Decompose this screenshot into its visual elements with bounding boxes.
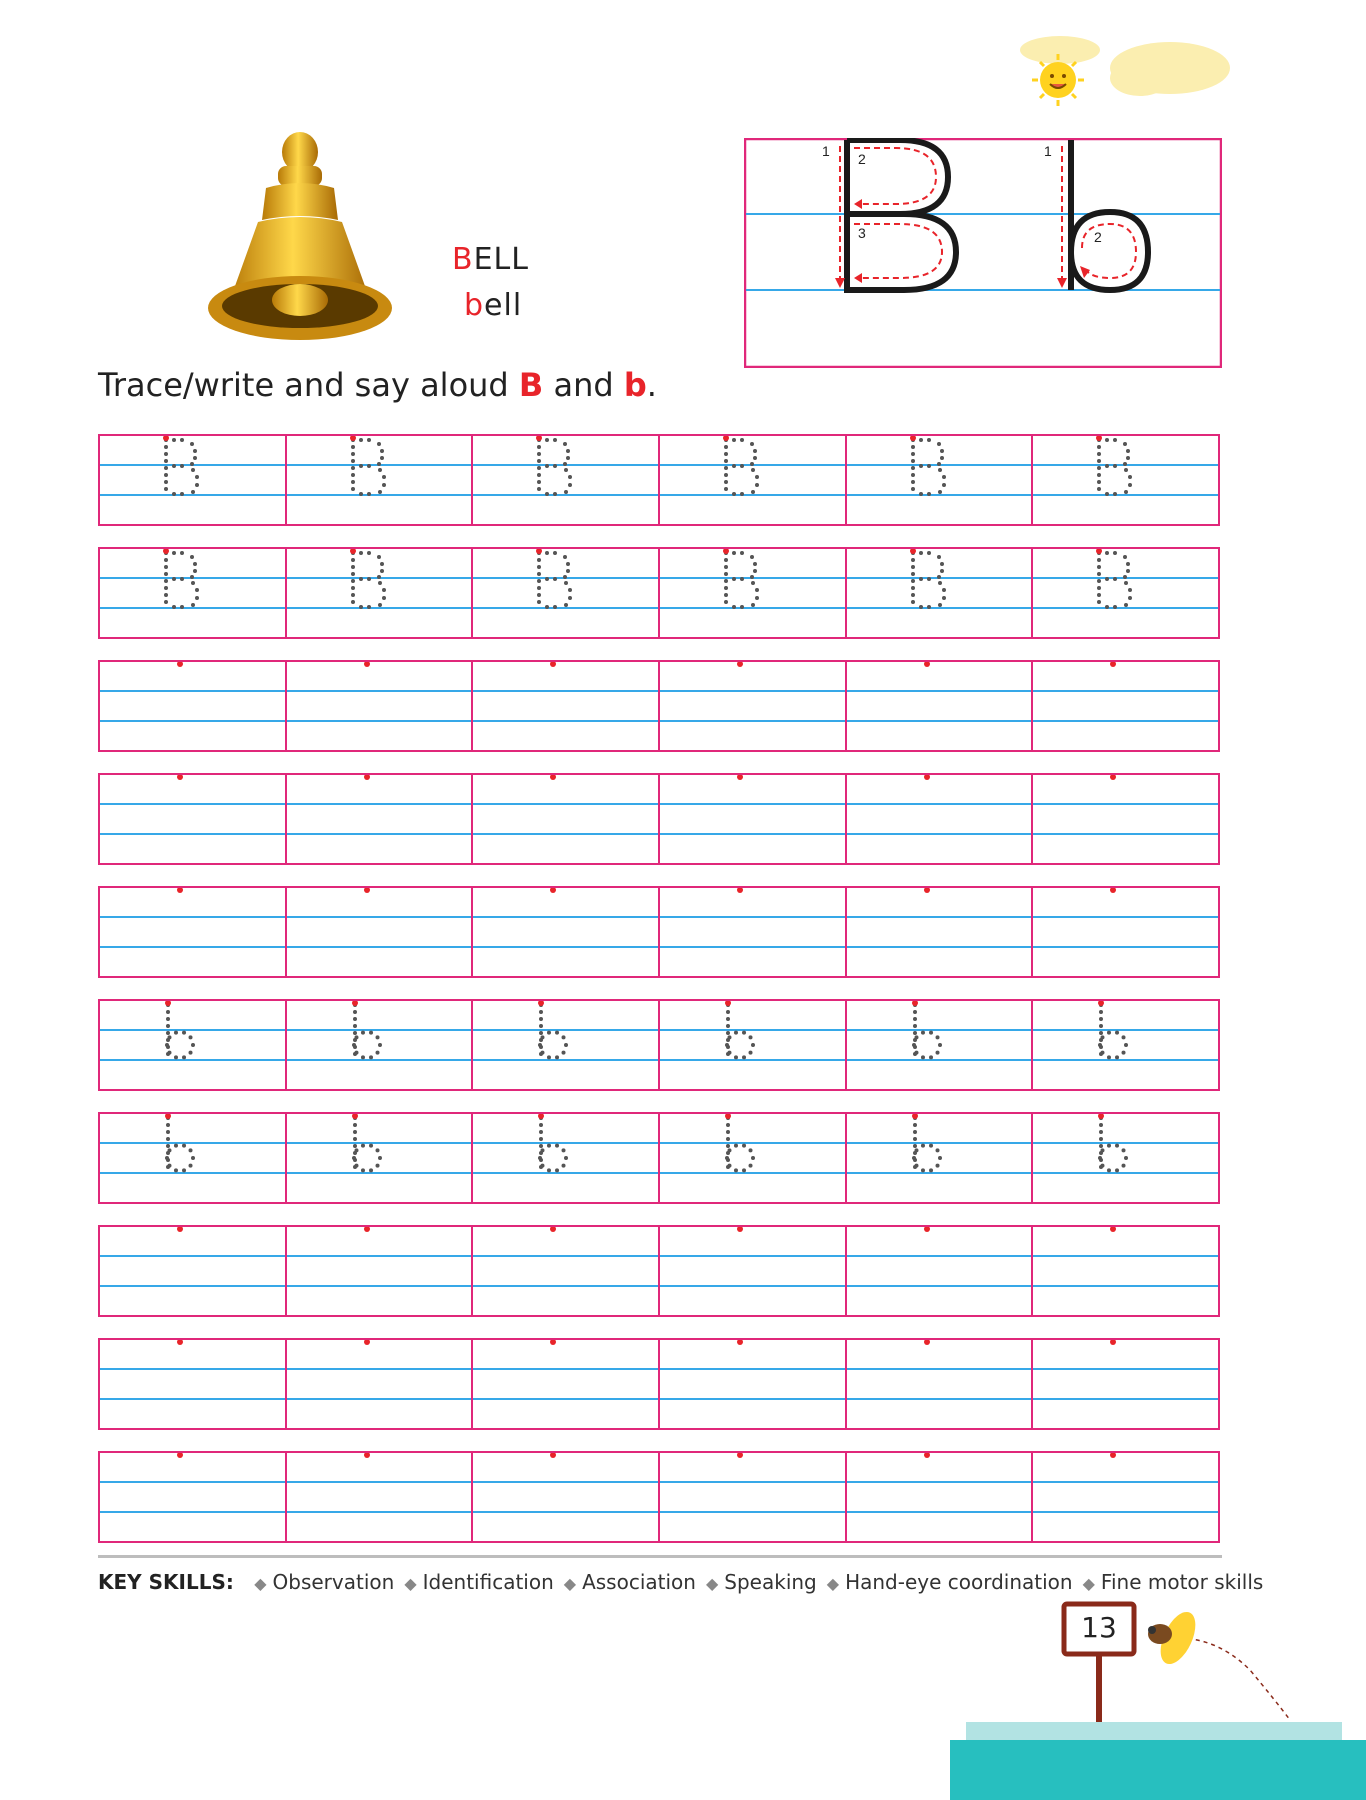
guide-lower-step-2: 2 xyxy=(1094,229,1102,245)
word-upper-first-letter: B xyxy=(452,242,474,277)
writing-cell[interactable] xyxy=(473,1453,660,1541)
writing-cell[interactable] xyxy=(660,1114,847,1202)
dotted-upper-b xyxy=(287,549,473,637)
writing-cell[interactable] xyxy=(287,1453,474,1541)
writing-cell[interactable] xyxy=(1033,1340,1218,1428)
writing-cell[interactable] xyxy=(1033,775,1218,863)
start-dot xyxy=(100,1227,286,1315)
writing-cell[interactable] xyxy=(660,1001,847,1089)
start-dot xyxy=(473,775,659,863)
writing-cell[interactable] xyxy=(100,1340,287,1428)
dotted-lower-b xyxy=(660,1114,846,1202)
writing-cell[interactable] xyxy=(660,1340,847,1428)
writing-cell[interactable] xyxy=(1033,662,1218,750)
writing-cell[interactable] xyxy=(847,888,1034,976)
dotted-upper-b xyxy=(287,436,473,524)
ground-strip xyxy=(950,1740,1366,1800)
writing-cell[interactable] xyxy=(100,1227,287,1315)
dotted-upper-b xyxy=(473,436,659,524)
writing-row xyxy=(98,773,1220,865)
start-dot xyxy=(100,662,286,750)
dotted-upper-b xyxy=(660,549,846,637)
writing-cell[interactable] xyxy=(660,436,847,524)
dotted-upper-b xyxy=(100,436,286,524)
start-dot xyxy=(847,1340,1033,1428)
key-skill-item: Hand-eye coordination xyxy=(845,1570,1073,1594)
writing-row xyxy=(98,1225,1220,1317)
start-dot xyxy=(1033,1340,1219,1428)
writing-cell[interactable] xyxy=(100,436,287,524)
start-dot xyxy=(1033,1227,1219,1315)
writing-cell[interactable] xyxy=(100,1453,287,1541)
writing-row xyxy=(98,1451,1220,1543)
start-dot xyxy=(473,1340,659,1428)
dotted-upper-b xyxy=(473,549,659,637)
diamond-bullet-icon: ◆ xyxy=(1082,1574,1095,1593)
instruction-middle: and xyxy=(543,366,624,404)
writing-cell[interactable] xyxy=(100,1001,287,1089)
sun-cloud-illustration xyxy=(1000,30,1240,120)
start-dot xyxy=(1033,662,1219,750)
key-skill-item: Fine motor skills xyxy=(1100,1570,1264,1594)
diamond-bullet-icon: ◆ xyxy=(404,1574,417,1593)
writing-cell[interactable] xyxy=(847,436,1034,524)
writing-cell[interactable] xyxy=(1033,1227,1218,1315)
writing-cell[interactable] xyxy=(100,549,287,637)
page-number: 13 xyxy=(1081,1611,1117,1644)
dotted-upper-b xyxy=(100,549,286,637)
start-dot xyxy=(847,775,1033,863)
start-dot xyxy=(847,662,1033,750)
start-dot xyxy=(100,888,286,976)
writing-cell[interactable] xyxy=(473,775,660,863)
writing-cell[interactable] xyxy=(287,775,474,863)
footer-divider xyxy=(98,1555,1222,1558)
guide-lower-step-1: 1 xyxy=(1044,143,1052,159)
writing-cell[interactable] xyxy=(100,662,287,750)
writing-cell[interactable] xyxy=(660,888,847,976)
writing-cell[interactable] xyxy=(287,1227,474,1315)
dotted-lower-b xyxy=(660,1001,846,1089)
writing-cell[interactable] xyxy=(287,662,474,750)
key-skills-list xyxy=(254,1570,1273,1594)
instruction-letter-lower: b xyxy=(623,366,647,404)
writing-row xyxy=(98,660,1220,752)
start-dot xyxy=(473,1453,659,1541)
writing-cell[interactable] xyxy=(1033,436,1218,524)
dotted-lower-b xyxy=(847,1114,1033,1202)
instruction-prefix: Trace/write and say aloud xyxy=(98,366,519,404)
writing-cell[interactable] xyxy=(287,1114,474,1202)
writing-cell[interactable] xyxy=(287,888,474,976)
dotted-lower-b xyxy=(473,1114,659,1202)
bee-icon xyxy=(1148,1607,1203,1670)
dotted-upper-b xyxy=(660,436,846,524)
start-dot xyxy=(1033,775,1219,863)
start-dot xyxy=(287,1453,473,1541)
start-dot xyxy=(660,1340,846,1428)
word-lower-first-letter: b xyxy=(464,288,485,323)
start-dot xyxy=(660,1227,846,1315)
start-dot xyxy=(287,662,473,750)
writing-cell[interactable] xyxy=(473,549,660,637)
writing-cell[interactable] xyxy=(847,1227,1034,1315)
writing-cell[interactable] xyxy=(847,1340,1034,1428)
guide-upper-step-3: 3 xyxy=(858,225,866,241)
writing-cell[interactable] xyxy=(660,1227,847,1315)
ground-highlight xyxy=(966,1722,1342,1742)
start-dot xyxy=(1033,1453,1219,1541)
dotted-upper-b xyxy=(1033,549,1219,637)
writing-cell[interactable] xyxy=(1033,1114,1218,1202)
dotted-lower-b xyxy=(473,1001,659,1089)
writing-cell[interactable] xyxy=(847,1453,1034,1541)
writing-cell[interactable] xyxy=(1033,549,1218,637)
bell-illustration xyxy=(200,130,400,350)
tracing-grid xyxy=(98,434,1222,1564)
writing-cell[interactable] xyxy=(1033,888,1218,976)
writing-cell[interactable] xyxy=(287,1001,474,1089)
key-skill-item: Observation xyxy=(272,1570,395,1594)
diamond-bullet-icon: ◆ xyxy=(254,1574,267,1593)
start-dot xyxy=(287,775,473,863)
writing-cell[interactable] xyxy=(660,1453,847,1541)
word-upper-rest: ELL xyxy=(473,242,529,277)
start-dot xyxy=(660,888,846,976)
writing-cell[interactable] xyxy=(847,775,1034,863)
writing-row xyxy=(98,886,1220,978)
start-dot xyxy=(847,888,1033,976)
writing-cell[interactable] xyxy=(847,662,1034,750)
start-dot xyxy=(473,662,659,750)
writing-cell[interactable] xyxy=(473,436,660,524)
writing-cell[interactable] xyxy=(100,775,287,863)
writing-cell[interactable] xyxy=(473,662,660,750)
writing-cell[interactable] xyxy=(287,549,474,637)
writing-cell[interactable] xyxy=(287,1340,474,1428)
dotted-upper-b xyxy=(1033,436,1219,524)
word-lower-rest: ell xyxy=(484,288,523,323)
writing-cell[interactable] xyxy=(473,1340,660,1428)
dotted-lower-b xyxy=(1033,1001,1219,1089)
writing-cell[interactable] xyxy=(660,662,847,750)
writing-cell[interactable] xyxy=(1033,1453,1218,1541)
start-dot xyxy=(287,1340,473,1428)
diamond-bullet-icon: ◆ xyxy=(563,1574,577,1593)
writing-cell[interactable] xyxy=(100,888,287,976)
instruction-suffix: . xyxy=(646,366,657,404)
writing-cell[interactable] xyxy=(473,888,660,976)
diamond-bullet-icon: ◆ xyxy=(705,1574,719,1593)
start-dot xyxy=(1033,888,1219,976)
writing-cell[interactable] xyxy=(287,436,474,524)
instruction-letter-upper: B xyxy=(518,366,544,404)
start-dot xyxy=(100,1340,286,1428)
key-skills xyxy=(98,1570,1273,1594)
key-skill-item: Identification xyxy=(422,1570,554,1594)
writing-cell[interactable] xyxy=(847,1114,1034,1202)
dotted-lower-b xyxy=(847,1001,1033,1089)
start-dot xyxy=(847,1453,1033,1541)
start-dot xyxy=(660,662,846,750)
diamond-bullet-icon: ◆ xyxy=(826,1574,840,1593)
dotted-upper-b xyxy=(847,549,1033,637)
writing-row xyxy=(98,1112,1220,1204)
start-dot xyxy=(473,1227,659,1315)
writing-cell[interactable] xyxy=(1033,1001,1218,1089)
writing-cell[interactable] xyxy=(847,1001,1034,1089)
writing-row xyxy=(98,547,1220,639)
writing-cell[interactable] xyxy=(473,1001,660,1089)
start-dot xyxy=(847,1227,1033,1315)
dotted-lower-b xyxy=(1033,1114,1219,1202)
writing-cell[interactable] xyxy=(847,549,1034,637)
start-dot xyxy=(100,1453,286,1541)
key-skill-item: Association xyxy=(582,1570,696,1594)
start-dot xyxy=(287,1227,473,1315)
writing-row xyxy=(98,1338,1220,1430)
writing-row xyxy=(98,434,1220,526)
start-dot xyxy=(287,888,473,976)
word-upper xyxy=(452,242,529,277)
writing-cell[interactable] xyxy=(660,775,847,863)
dotted-upper-b xyxy=(847,436,1033,524)
stroke-order-guide xyxy=(744,138,1222,368)
start-dot xyxy=(660,1453,846,1541)
writing-cell[interactable] xyxy=(473,1114,660,1202)
instruction-text xyxy=(98,366,657,404)
start-dot xyxy=(100,775,286,863)
start-dot xyxy=(660,775,846,863)
dotted-lower-b xyxy=(287,1001,473,1089)
guide-upper-step-1: 1 xyxy=(822,143,830,159)
writing-cell[interactable] xyxy=(473,1227,660,1315)
key-skill-item: Speaking xyxy=(724,1570,817,1594)
dotted-lower-b xyxy=(100,1114,286,1202)
writing-cell[interactable] xyxy=(100,1114,287,1202)
word-lower xyxy=(464,288,522,323)
dotted-lower-b xyxy=(287,1114,473,1202)
start-dot xyxy=(473,888,659,976)
writing-cell[interactable] xyxy=(660,549,847,637)
key-skills-label: KEY SKILLS: xyxy=(98,1570,234,1594)
guide-upper-step-2: 2 xyxy=(858,151,866,167)
writing-row xyxy=(98,999,1220,1091)
dotted-lower-b xyxy=(100,1001,286,1089)
